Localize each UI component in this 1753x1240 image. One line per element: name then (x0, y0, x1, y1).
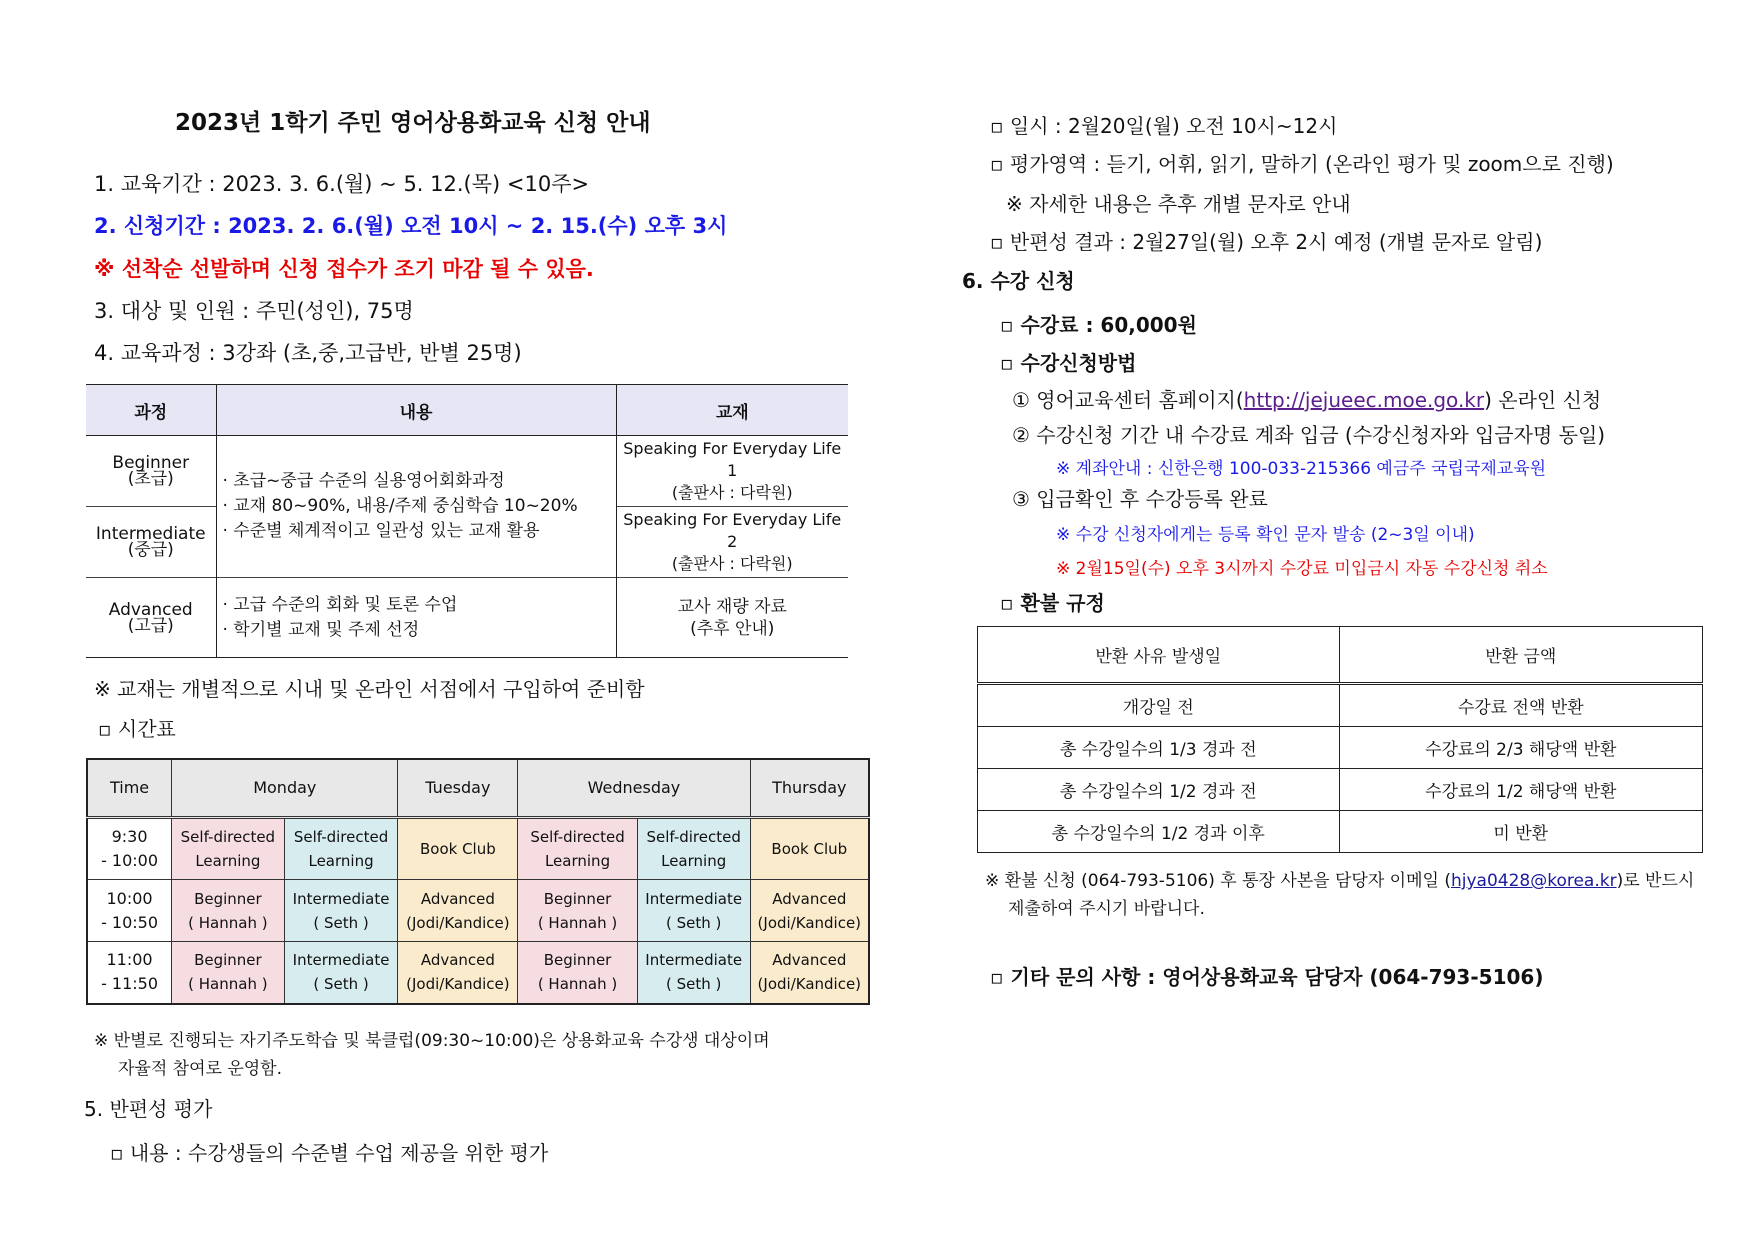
book-1: Speaking For Everyday Life 1 (출판사 : 다락원) (616, 436, 848, 507)
tuition-fee: ▫ 수강료 : 60,000원 (1000, 313, 1197, 337)
method-label: ▫ 수강신청방법 (1000, 351, 1137, 375)
slot-mon-self-1: Self-directed Learning (172, 818, 285, 880)
slot-wed-self-2: Self-directed Learning (637, 818, 750, 880)
level-beginner: Beginner (초급) (86, 436, 216, 507)
placement-test-item: 5. 반편성 평가 (84, 1097, 213, 1121)
book-note: ※ 교재는 개별적으로 시내 및 온라인 서점에서 구입하여 준비함 (94, 677, 645, 701)
slot-tue-advanced: Advanced (Jodi/Kandice) (398, 880, 518, 942)
slot-wed-beginner-2: Beginner ( Hannah ) (518, 942, 637, 1004)
content-advanced: · 고급 수준의 회화 및 토론 수업 · 학기별 교재 및 주제 선정 (216, 578, 616, 658)
refund-header-when: 반환 사유 발생일 (978, 627, 1340, 684)
registration-heading: 6. 수강 신청 (962, 269, 1075, 293)
slot-wed-beginner: Beginner ( Hannah ) (518, 880, 637, 942)
slot-thu-advanced: Advanced (Jodi/Kandice) (750, 880, 869, 942)
schedule-header-time: Time (87, 759, 172, 818)
refund-amount: 수강료 전액 반환 (1339, 684, 1703, 727)
application-period: 2. 신청기간 : 2023. 2. 6.(월) 오전 10시 ~ 2. 15.(수) 오후 3시 (94, 214, 728, 238)
test-area: ▫ 평가영역 : 듣기, 어휘, 읽기, 말하기 (온라인 평가 및 zoom으로 진행) (990, 152, 1614, 176)
test-date: ▫ 일시 : 2월20일(월) 오전 10시~12시 (990, 114, 1338, 138)
time-930: 9:30 - 10:00 (87, 818, 172, 880)
course-header-content: 내용 (216, 385, 616, 436)
placement-test-content: ▫ 내용 : 수강생들의 수준별 수업 제공을 위한 평가 (110, 1141, 549, 1165)
book-3: 교사 재량 자료 (추후 안내) (616, 578, 848, 658)
step-3: ③ 입금확인 후 수강등록 완료 (1012, 487, 1268, 511)
refund-row (978, 684, 1703, 727)
refund-note: ※ 환불 신청 (064-793-5106) 후 통장 사본을 담당자 이메일 (hjya0428@korea.kr)로 반드시 (985, 871, 1695, 891)
refund-row (978, 769, 1703, 811)
step-1: ① 영어교육센터 홈페이지(http://jejueec.moe.go.kr) 온라인 신청 (1012, 388, 1602, 412)
contact-email-link[interactable]: hjya0428@korea.kr (1450, 871, 1617, 891)
level-advanced: Advanced (고급) (86, 578, 216, 658)
refund-table (977, 626, 1703, 853)
test-detail-note: ※ 자세한 내용은 추후 개별 문자로 안내 (1006, 192, 1351, 216)
account-info: ※ 계좌안내 : 신한은행 100-033-215366 예금주 국립국제교육원 (1056, 459, 1547, 479)
page-title: 2023년 1학기 주민 영어상용화교육 신청 안내 (175, 110, 651, 136)
homepage-link[interactable]: http://jejueec.moe.go.kr (1243, 388, 1485, 412)
course-table (86, 384, 848, 658)
sms-notice: ※ 수강 신청자에게는 등록 확인 문자 발송 (2~3일 이내) (1056, 525, 1475, 545)
placement-result: ▫ 반편성 결과 : 2월27일(월) 오후 2시 예정 (개별 문자로 알림) (990, 230, 1543, 254)
refund-note-2: 제출하여 주시기 바랍니다. (1008, 899, 1205, 919)
schedule-header-thursday: Thursday (750, 759, 869, 818)
first-come-notice: ※ 선착순 선발하며 신청 접수가 조기 마감 될 수 있음. (94, 257, 594, 281)
slot-wed-intermediate-2: Intermediate ( Seth ) (637, 942, 750, 1004)
schedule-header-monday: Monday (172, 759, 398, 818)
step-2: ② 수강신청 기간 내 수강료 계좌 입금 (수강신청자와 입금자명 동일) (1012, 423, 1606, 447)
course-header-book: 교재 (616, 385, 848, 436)
period-item: 1. 교육기간 : 2023. 3. 6.(월) ~ 5. 12.(목) <10주> (94, 172, 590, 196)
time-1100: 11:00 - 11:50 (87, 942, 172, 1004)
contact-info: ▫ 기타 문의 사항 : 영어상용화교육 담당자 (064-793-5106) (990, 965, 1544, 989)
refund-amount: 수강료의 1/2 해당액 반환 (1339, 769, 1703, 811)
refund-row (978, 727, 1703, 769)
auto-cancel-notice: ※ 2월15일(수) 오후 3시까지 수강료 미입금시 자동 수강신청 취소 (1056, 559, 1548, 579)
refund-when: 총 수강일수의 1/2 경과 전 (978, 769, 1340, 811)
slot-thu-advanced-2: Advanced (Jodi/Kandice) (750, 942, 869, 1004)
content-basic: · 초급~중급 수준의 실용영어회화과정 · 교재 80~90%, 내용/주제 중심학습 10~20% · 수준별 체계적이고 일관성 있는 교재 활용 (216, 436, 616, 578)
timetable-label: ▫ 시간표 (98, 717, 176, 741)
course-item: 4. 교육과정 : 3강좌 (초,중,고급반, 반별 25명) (94, 341, 522, 365)
schedule-header-tuesday: Tuesday (398, 759, 518, 818)
refund-row (978, 811, 1703, 853)
slot-thu-bookclub: Book Club (750, 818, 869, 880)
target-item: 3. 대상 및 인원 : 주민(성인), 75명 (94, 299, 414, 323)
slot-tue-bookclub: Book Club (398, 818, 518, 880)
refund-when: 총 수강일수의 1/3 경과 전 (978, 727, 1340, 769)
refund-label: ▫ 환불 규정 (1000, 591, 1105, 615)
slot-mon-intermediate-2: Intermediate ( Seth ) (284, 942, 398, 1004)
schedule-header-wednesday: Wednesday (518, 759, 750, 818)
refund-when: 총 수강일수의 1/2 경과 이후 (978, 811, 1340, 853)
book-2: Speaking For Everyday Life 2 (출판사 : 다락원) (616, 507, 848, 578)
refund-header-amount: 반환 금액 (1339, 627, 1703, 684)
schedule-row-930 (87, 818, 869, 880)
schedule-table (86, 758, 870, 1005)
course-header-level: 과정 (86, 385, 216, 436)
schedule-note: ※ 반별로 진행되는 자기주도학습 및 북클럽(09:30~10:00)은 상용화교육 수강생 대상이며 (94, 1031, 770, 1051)
slot-mon-beginner-2: Beginner ( Hannah ) (172, 942, 285, 1004)
slot-tue-advanced-2: Advanced (Jodi/Kandice) (398, 942, 518, 1004)
refund-when: 개강일 전 (978, 684, 1340, 727)
time-1000: 10:00 - 10:50 (87, 880, 172, 942)
refund-amount: 수강료의 2/3 해당액 반환 (1339, 727, 1703, 769)
slot-wed-self-1: Self-directed Learning (518, 818, 637, 880)
slot-mon-self-2: Self-directed Learning (284, 818, 398, 880)
slot-wed-intermediate: Intermediate ( Seth ) (637, 880, 750, 942)
level-intermediate: Intermediate (중급) (86, 507, 216, 578)
slot-mon-beginner: Beginner ( Hannah ) (172, 880, 285, 942)
schedule-note-2: 자율적 참여로 운영함. (118, 1059, 283, 1079)
refund-amount: 미 반환 (1339, 811, 1703, 853)
schedule-row-1000 (87, 880, 869, 942)
schedule-row-1100 (87, 942, 869, 1004)
slot-mon-intermediate: Intermediate ( Seth ) (284, 880, 398, 942)
